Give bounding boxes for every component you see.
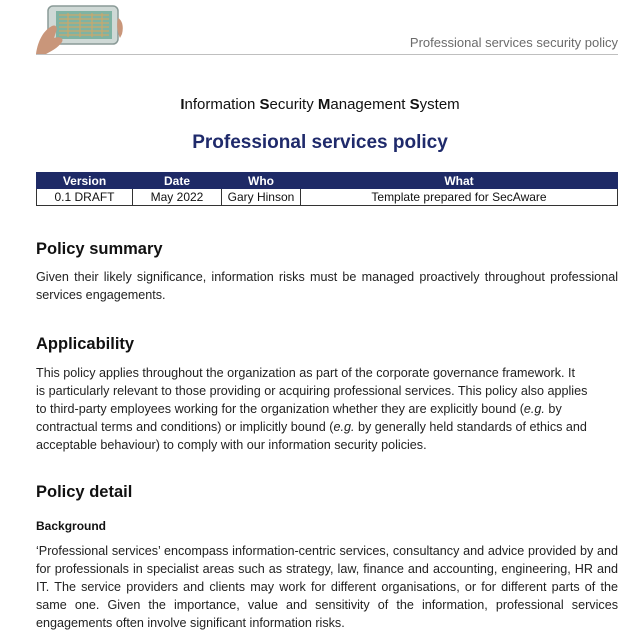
applicability-text bbox=[36, 364, 618, 454]
applicability-line-4b: by generally held standards of ethics and bbox=[354, 420, 587, 434]
cell-who: Gary Hinson bbox=[222, 189, 301, 206]
tablet-hand-icon bbox=[34, 4, 126, 56]
cell-version: 0.1 DRAFT bbox=[37, 189, 133, 206]
header-rule bbox=[36, 54, 618, 55]
applicability-line-3a: to third-party employees working for the organization whether they are explicitly bound ( bbox=[36, 402, 524, 416]
applicability-eg-1: e.g. bbox=[523, 402, 545, 416]
version-table bbox=[36, 172, 618, 206]
policy-title: Professional services policy bbox=[192, 132, 448, 153]
applicability-line-1: This policy applies throughout the organization as part of the corporate governance framework. It bbox=[36, 366, 576, 380]
col-date: Date bbox=[133, 173, 222, 189]
applicability-line-4 bbox=[36, 418, 618, 436]
version-table-header bbox=[37, 173, 618, 189]
isms-rest-3: anagement bbox=[330, 96, 410, 113]
background-text: ‘Professional services’ encompass information-centric services, consultancy and advice provided by and for professionals in specialist areas such as strategy, law, finance and accounting, engineering, HR and IT. The service providers and clients may work for different organisations, or for different parts of the same one. Given the importance, value and sensitivity of the information, professional services engagements often involve significant information risks. bbox=[36, 544, 618, 630]
policy-summary-heading: Policy summary bbox=[36, 240, 163, 258]
policy-summary-text: Given their likely significance, information risks must be managed proactively throughout professional services engagements. bbox=[36, 270, 618, 302]
isms-heading bbox=[0, 96, 640, 113]
policy-detail-heading: Policy detail bbox=[36, 483, 133, 501]
col-who: Who bbox=[222, 173, 301, 189]
col-what: What bbox=[301, 173, 618, 189]
isms-cap-2: S bbox=[259, 96, 270, 113]
applicability-eg-2: e.g. bbox=[333, 420, 355, 434]
background-subheading: Background bbox=[36, 519, 107, 533]
isms-rest-1: nformation bbox=[184, 96, 260, 113]
header-title: Professional services security policy bbox=[409, 35, 618, 50]
cell-date: May 2022 bbox=[133, 189, 222, 206]
applicability-heading: Applicability bbox=[36, 335, 135, 353]
cell-what: Template prepared for SecAware bbox=[301, 189, 618, 206]
col-version: Version bbox=[37, 173, 133, 189]
applicability-line-4a: contractual terms and conditions) or implicitly bound ( bbox=[36, 420, 334, 434]
isms-cap-1: I bbox=[180, 96, 185, 113]
applicability-line-3b: by bbox=[544, 402, 562, 416]
applicability-line-3 bbox=[36, 400, 618, 418]
isms-cap-3: M bbox=[317, 96, 331, 113]
applicability-line-2: is particularly relevant to those providing or acquiring professional services. This policy also applies bbox=[36, 384, 588, 398]
isms-cap-4: S bbox=[409, 96, 420, 113]
isms-rest-2: ecurity bbox=[269, 96, 318, 113]
isms-rest-4: ystem bbox=[419, 96, 460, 113]
applicability-line-5: acceptable behaviour) to comply with our information security policies. bbox=[36, 438, 427, 452]
table-row bbox=[37, 189, 618, 206]
